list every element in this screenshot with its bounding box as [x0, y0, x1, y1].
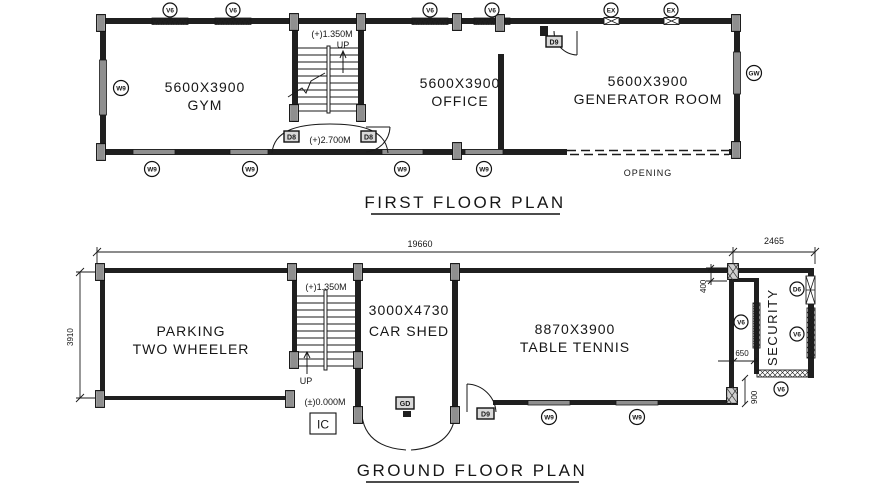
svg-text:V6: V6 — [229, 7, 237, 15]
ventilator-tag — [163, 3, 177, 17]
car-shed-name: CAR SHED — [368, 323, 450, 339]
gym-size: 5600X3900 — [164, 79, 246, 95]
d8-tag-label: D8 — [287, 134, 296, 142]
dim-left-height: 3910 — [66, 328, 75, 346]
exhaust-tag — [604, 3, 618, 17]
ic-chamber-box — [310, 413, 336, 434]
ventilator-tag — [485, 3, 499, 17]
parking-label — [133, 323, 250, 357]
table-tennis-label — [520, 321, 630, 355]
ground-floor-title — [357, 461, 587, 482]
svg-text:W9: W9 — [116, 85, 126, 93]
office-size: 5600X3900 — [419, 75, 501, 91]
ventilator-tag — [226, 3, 240, 17]
window-tag — [395, 162, 410, 177]
d9-tag-label: D9 — [481, 411, 490, 419]
door-tag-d9-ground — [477, 408, 494, 419]
security-label: SECURITY — [765, 288, 780, 366]
ic-label: IC — [317, 417, 329, 432]
svg-text:W9: W9 — [479, 166, 489, 174]
ground-floor-plan — [96, 263, 815, 482]
parking-line2: TWO WHEELER — [132, 341, 250, 357]
first-floor-plan — [97, 3, 762, 214]
svg-text:V6: V6 — [426, 7, 434, 15]
gym-name: GYM — [187, 97, 223, 113]
svg-text:W9: W9 — [397, 166, 407, 174]
office-label — [420, 75, 501, 109]
dim-total-width: 19660 — [407, 239, 433, 249]
car-shed-door — [362, 411, 455, 450]
svg-text:EX: EX — [606, 7, 616, 15]
office-name: OFFICE — [431, 93, 489, 109]
ff-stair-level: (+)1.350M — [311, 29, 353, 39]
ventilator-tag — [790, 327, 804, 341]
table-tennis-size: 8870X3900 — [534, 321, 616, 337]
svg-text:V6: V6 — [777, 386, 785, 394]
svg-text:GW: GW — [748, 70, 760, 78]
d9-tag-label: D9 — [549, 39, 559, 47]
svg-text:V6: V6 — [166, 7, 174, 15]
glazed-window-tag — [747, 66, 762, 81]
svg-text:V6: V6 — [488, 7, 496, 15]
d8-tag-label: D8 — [364, 134, 373, 142]
ventilator-tag — [423, 3, 437, 17]
svg-text:W9: W9 — [245, 166, 255, 174]
svg-text:V6: V6 — [793, 331, 801, 339]
gf-stair-level: (+)1.350M — [305, 282, 347, 292]
ground-floor-title-text: GROUND FLOOR PLAN — [356, 461, 588, 480]
door-tag-d8-right — [361, 131, 376, 142]
opening-label: OPENING — [623, 168, 673, 178]
exhaust-tag — [664, 3, 678, 17]
ground-level: (±)0.000M — [304, 397, 346, 407]
svg-text:D6: D6 — [792, 286, 802, 294]
door-tag-d8-left — [284, 131, 299, 142]
window-tag — [477, 162, 492, 177]
ventilator-tag — [774, 382, 788, 396]
car-shed-size: 3000X4730 — [368, 302, 450, 318]
svg-text:W9: W9 — [632, 414, 642, 422]
porch-level: (+)2.700M — [309, 135, 351, 145]
svg-text:V6: V6 — [737, 319, 745, 327]
door-tag-gd — [396, 397, 414, 409]
window-tag — [114, 81, 129, 96]
window-tag — [630, 410, 645, 425]
dimension-lines — [66, 236, 819, 407]
car-shed-label — [369, 302, 450, 339]
dim-sec-step: 400 — [699, 279, 708, 293]
dim-sec-entry: 900 — [750, 390, 759, 404]
table-tennis-name: TABLE TENNIS — [519, 339, 631, 355]
generator-name: GENERATOR ROOM — [573, 91, 723, 107]
security-hatched-walls — [753, 276, 815, 377]
window-tag — [145, 162, 160, 177]
generator-size: 5600X3900 — [607, 73, 689, 89]
dim-sec-passage: 650 — [735, 349, 749, 358]
first-floor-title-text: FIRST FLOOR PLAN — [364, 193, 566, 212]
svg-text:W9: W9 — [544, 414, 554, 422]
gd-tag-label: GD — [399, 401, 411, 408]
svg-text:W9: W9 — [147, 166, 157, 174]
first-floor-title — [364, 193, 565, 214]
first-floor-stair — [288, 46, 358, 113]
ground-floor-stair — [297, 290, 355, 374]
dim-right-ext: 2465 — [763, 236, 785, 246]
svg-text:EX: EX — [666, 7, 676, 15]
door-tag-d9-generator — [546, 36, 562, 47]
ventilator-tag — [734, 315, 748, 329]
security-door-tag — [790, 282, 804, 296]
generator-label — [574, 73, 723, 107]
gym-label — [165, 79, 246, 113]
ff-stair-up: UP — [336, 40, 350, 50]
gf-stair-up: UP — [299, 376, 313, 386]
generator-opening-dashes — [567, 151, 729, 155]
window-tag — [542, 410, 557, 425]
parking-line1: PARKING — [156, 323, 226, 339]
window-tag — [243, 162, 258, 177]
